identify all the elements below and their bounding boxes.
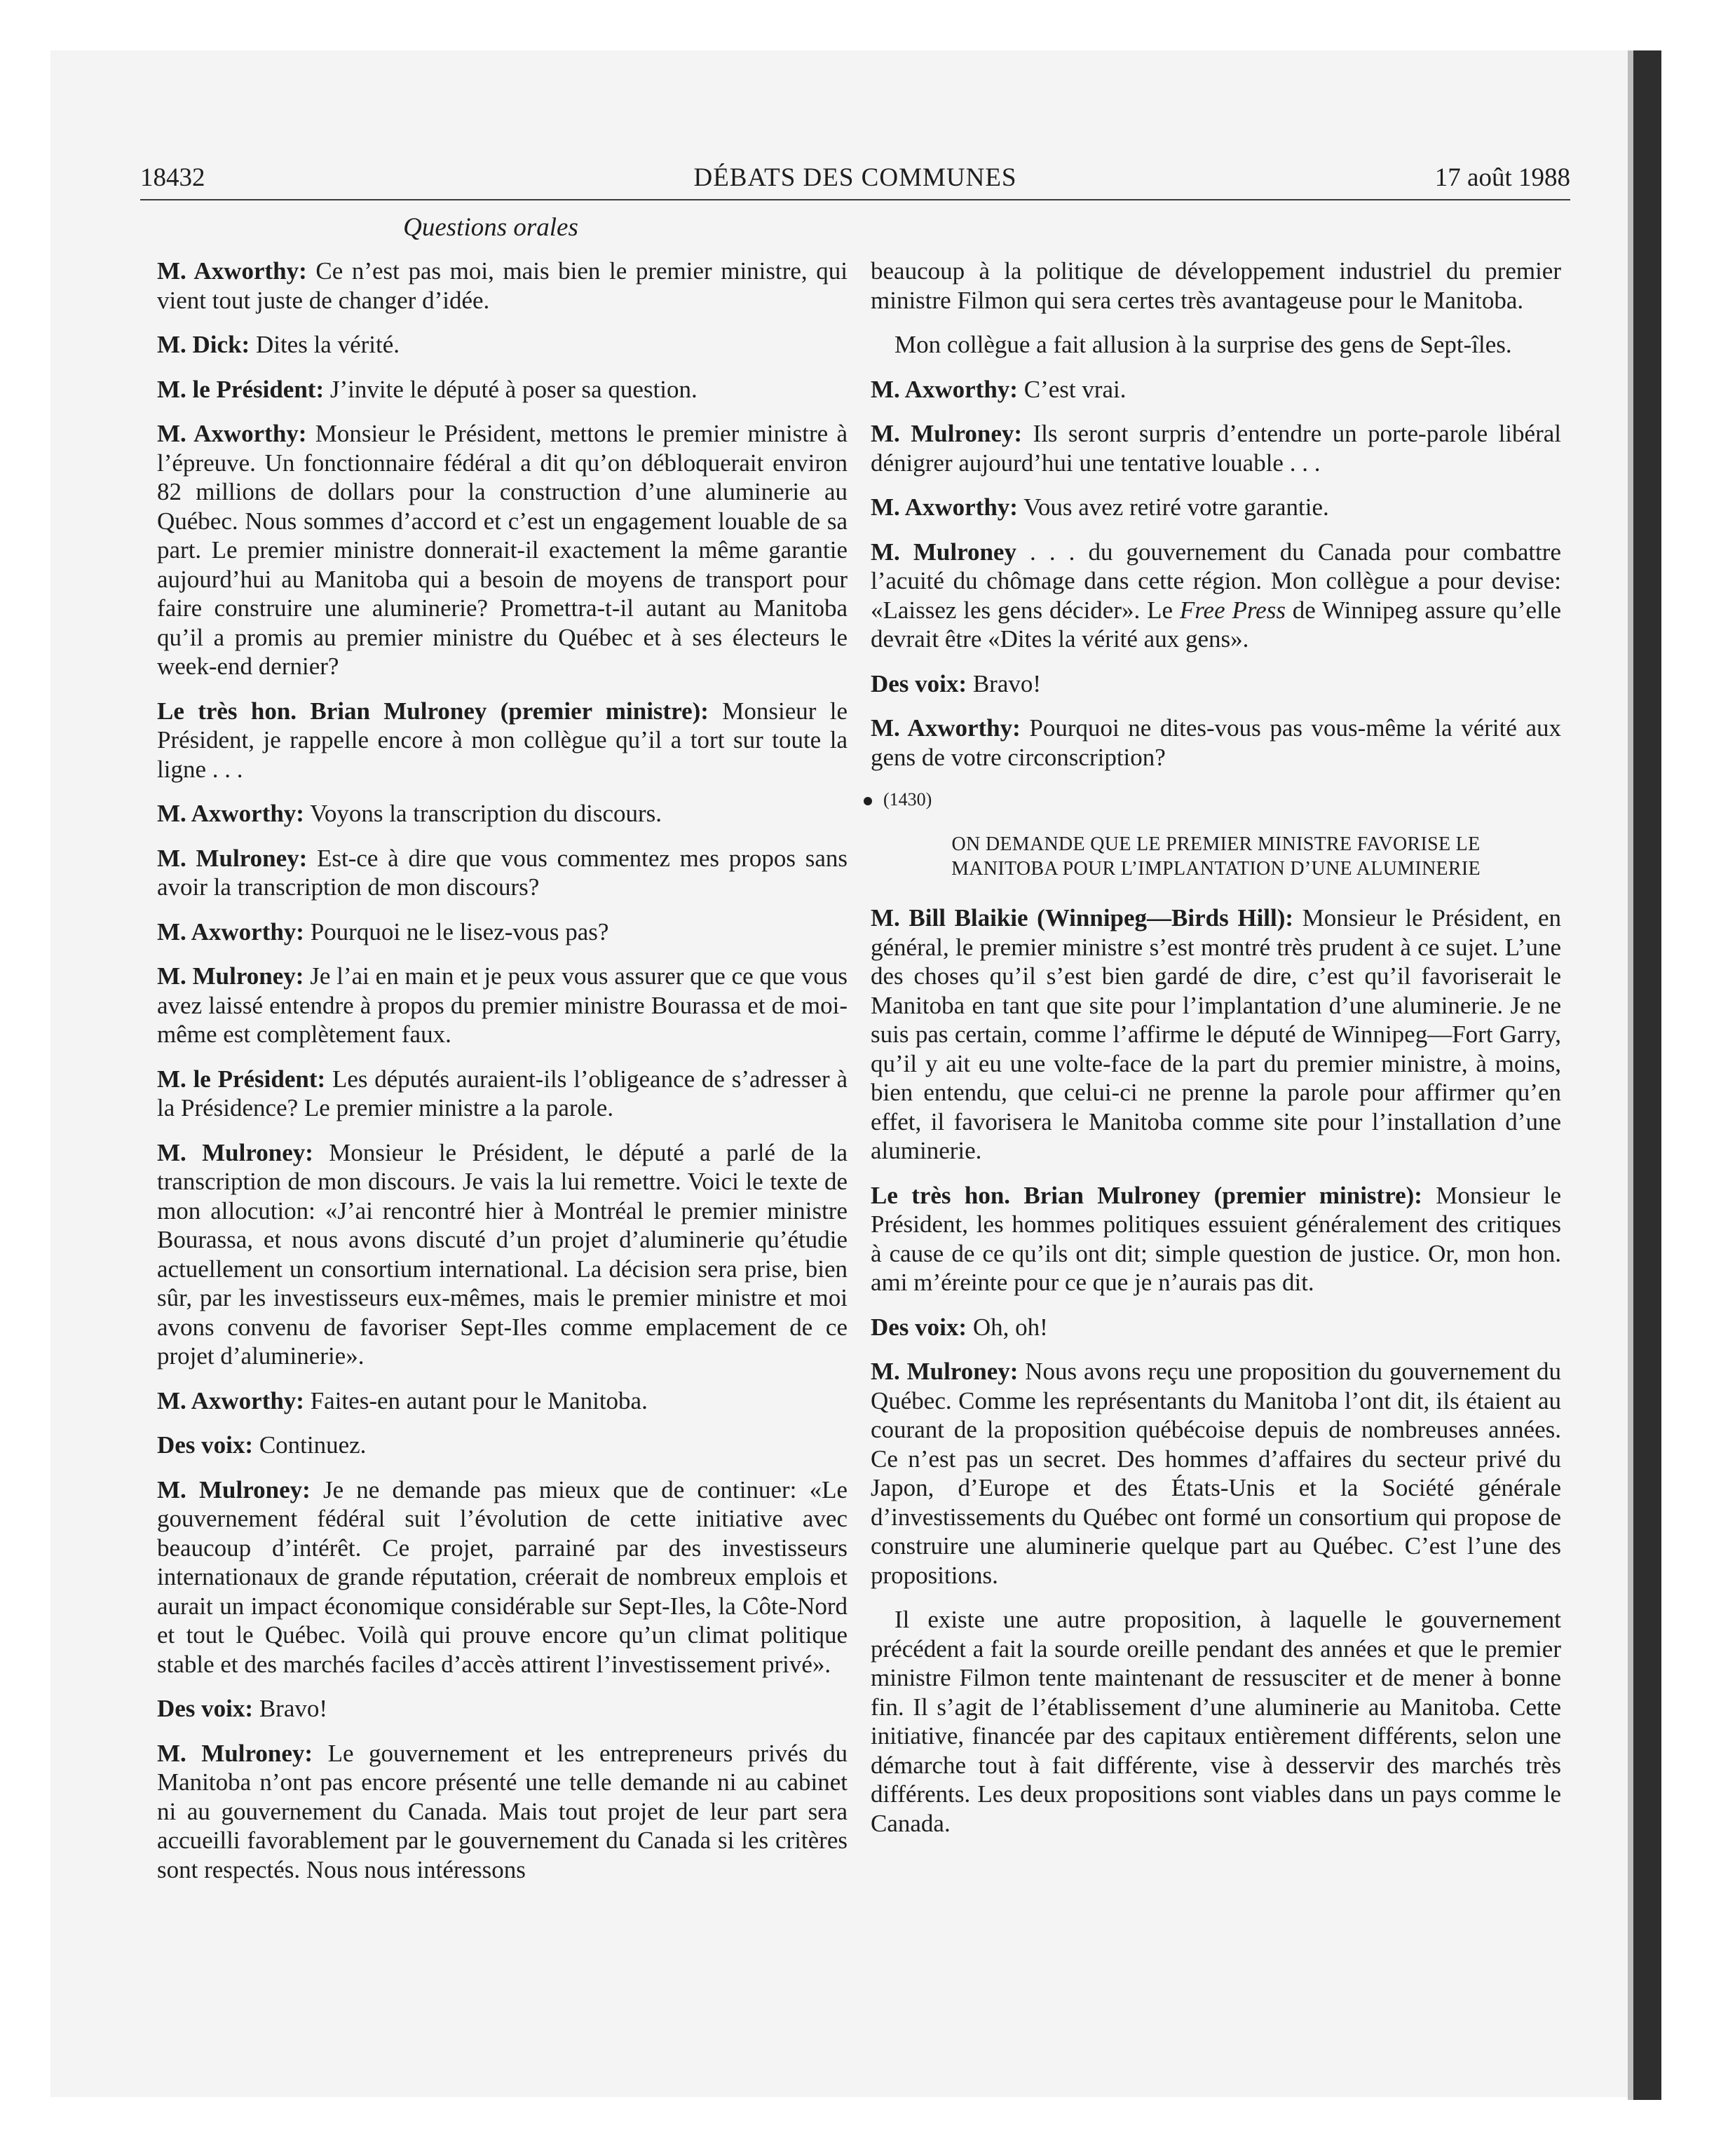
header-rule <box>140 199 1570 200</box>
scan-dark-edge <box>1633 50 1661 2100</box>
speech-text: Monsieur le Président, en général, le premier ministre s’est montré très prudent à ce sujet. L’une des choses qu’il s’est bien gardé de dire, c’est qu’il favoriserait le Manitoba en tant que site pour l’implantation d’une aluminerie. Je ne suis pas certain, comme l’affirme le député de Winnipeg—Fort Garry, qu’il y ait eu une volte-face de la part du premier ministre, à moins, bien entendu, que celui-ci ne prenne la parole pour affirmer qu’en effet, il favorisera le Manitoba comme site pour l’installation d’une aluminerie. <box>871 904 1561 1164</box>
paragraph <box>871 257 1561 315</box>
speech-text: Voyons la transcription du discours. <box>304 800 662 827</box>
speaker-name: M. Axworthy: <box>157 800 304 827</box>
speech-text: Pourquoi ne dites-vous pas vous-même la vérité aux gens de votre circonscription? <box>871 714 1561 771</box>
paragraph <box>871 1313 1561 1342</box>
speech-text: Il existe une autre proposition, à laquelle le gouvernement précédent a fait la sourde oreille pendant des années et que le premier ministre Filmon tente maintenant de ressusciter et de mener à bonne fin. Il s’agit de l’établissement d’une aluminerie au Manitoba. Cette initiative, financée par des capitaux entièrement différents, selon une démarche tout à fait différente, vise à desservir des marchés très différents. Les deux propositions sont viables dans un pays comme le Canada. <box>871 1606 1561 1837</box>
speaker-name: M. Mulroney: <box>871 1358 1019 1385</box>
paragraph <box>157 799 848 828</box>
speech-text: C’est vrai. <box>1017 375 1127 403</box>
speaker-name: Des voix: <box>157 1431 254 1459</box>
publication-date: 17 août 1988 <box>1434 163 1570 192</box>
left-column <box>157 257 848 1899</box>
speaker-name: Des voix: <box>871 1313 967 1341</box>
publication-title: DÉBATS DES COMMUNES <box>693 163 1017 192</box>
bullet-dot-icon <box>864 797 872 805</box>
time-marker <box>864 787 1561 812</box>
speaker-name: M. Mulroney: <box>871 420 1023 447</box>
paragraph <box>157 1475 848 1679</box>
paragraph <box>157 1386 848 1416</box>
speaker-name: M. Mulroney <box>871 538 1016 566</box>
speech-text: Faites-en autant pour le Manitoba. <box>304 1386 648 1414</box>
time-marker-label: (1430) <box>883 789 932 810</box>
page-header <box>140 158 1570 198</box>
paragraph <box>871 375 1561 404</box>
speaker-name: Des voix: <box>871 669 967 697</box>
speaker-name: M. Mulroney: <box>157 844 308 872</box>
paragraph <box>871 330 1561 360</box>
speaker-name: M. Mulroney: <box>157 1475 311 1503</box>
paragraph <box>871 538 1561 654</box>
speaker-name: M. Axworthy: <box>157 917 304 946</box>
paragraph <box>157 419 848 681</box>
paragraph <box>871 493 1561 522</box>
speech-text: Mon collègue a fait allusion à la surprise des gens de Sept-îles. <box>894 331 1512 358</box>
right-column <box>871 257 1561 1853</box>
speech-text: . . . du gouvernement du Canada pour combattre l’acuité du chômage dans cette région. Mon collègue a pour devise: «Laissez les gens décider». Le Free Press de Winnipeg assure qu’elle devrait être «Dites la vérité aux gens». <box>871 538 1561 653</box>
paragraph <box>871 714 1561 772</box>
speech-text: Je l’ai en main et je peux vous assurer que ce que vous avez laissé entendre à propos du premier ministre Bourassa et de moi-même est complètement faux. <box>157 962 848 1048</box>
section-title: Questions orales <box>403 213 578 242</box>
speech-text: Est-ce à dire que vous commentez mes propos sans avoir la transcription de mon discours? <box>157 844 848 901</box>
paragraph <box>157 844 848 902</box>
speech-text: beaucoup à la politique de développement industriel du premier ministre Filmon qui sera certes très avantageuse pour le Manitoba. <box>871 257 1561 314</box>
speech-text: Bravo! <box>967 669 1042 697</box>
speech-text: J’invite le député à poser sa question. <box>324 375 698 403</box>
speaker-name: M. Mulroney: <box>157 1138 313 1166</box>
subheading-line-2: MANITOBA POUR L’IMPLANTATION D’UNE ALUMINERIE <box>951 858 1481 880</box>
speaker-name: M. Bill Blaikie (Winnipeg—Birds Hill): <box>871 904 1294 932</box>
paragraph <box>157 1739 848 1885</box>
paragraph <box>157 1065 848 1123</box>
paragraph <box>871 419 1561 477</box>
speaker-name: M. Axworthy: <box>157 420 307 447</box>
speech-text: Monsieur le Président, le député a parlé de la transcription de mon discours. Je vais la lui remettre. Voici le texte de mon allocution: «J’ai rencontré hier à Montréal le premier ministre Bourassa, et nous avons discuté d’un projet d’aluminerie qu’étudie actuellement un consortium international. La décision sera prise, bien sûr, par les investisseurs eux-mêmes, mais le premier ministre et moi avons convenu de favoriser Sept-Iles comme emplacement de ce projet d’aluminerie». <box>157 1138 848 1370</box>
speaker-name: M. Mulroney: <box>157 962 304 990</box>
speech-text: Monsieur le Président, mettons le premier ministre à l’épreuve. Un fonctionnaire fédéral a dit qu’on débloquerait environ 82 millions de dollars pour la construction d’une aluminerie au Québec. Nous sommes d’accord et c’est un engagement louable de sa part. Le premier ministre donnerait-il exactement la même garantie aujourd’hui au Manitoba qui a besoin de moyens de transport pour faire construire une aluminerie? Promettra-t-il autant au Manitoba qu’il a promis au premier ministre du Québec et à ses électeurs le week-end dernier? <box>157 420 848 680</box>
speaker-name: M. le Président: <box>157 375 325 403</box>
speaker-name: M. Dick: <box>157 331 250 358</box>
speech-text: Monsieur le Président, les hommes politiques essuient généralement des critiques à cause de ce qu’ils ont dit; simple question de justice. Or, mon hon. ami m’éreinte pour ce que je n’aurais pas dit. <box>871 1181 1561 1296</box>
speaker-name: Des voix: <box>157 1695 254 1722</box>
speech-text: Continuez. <box>253 1431 367 1459</box>
paragraph <box>157 697 848 784</box>
page-number: 18432 <box>140 163 205 192</box>
paragraph <box>157 1694 848 1724</box>
scan-edge-shadow <box>1628 50 1633 2100</box>
speaker-name: Le très hon. Brian Mulroney (premier ministre): <box>157 697 709 725</box>
paragraph <box>157 917 848 947</box>
speaker-name: M. Axworthy: <box>157 257 307 285</box>
speech-text: Monsieur le Président, je rappelle encore à mon collègue qu’il a tort sur toute la ligne . . . <box>157 697 848 783</box>
speaker-name: M. Mulroney: <box>157 1739 313 1767</box>
paragraph <box>157 1138 848 1371</box>
paragraph <box>871 1357 1561 1590</box>
speaker-name: M. Axworthy: <box>871 493 1018 521</box>
speech-text: Ils seront surpris d’entendre un porte-parole libéral dénigrer aujourd’hui une tentative louable . . . <box>871 420 1561 477</box>
speaker-name: M. Axworthy: <box>157 1386 304 1414</box>
speaker-name: M. Axworthy: <box>871 375 1018 403</box>
subheading-line-1: ON DEMANDE QUE LE PREMIER MINISTRE FAVORISE LE <box>951 833 1481 855</box>
subheading <box>871 832 1561 881</box>
speech-text: Je ne demande pas mieux que de continuer: «Le gouvernement fédéral suit l’évolution de cette initiative avec beaucoup d’intérêt. Ce projet, parrainé par des investisseurs internationaux de grande réputation, créerait de nombreux emplois et aurait un impact économique considérable sur Sept-Iles, la Côte-Nord et tout le Québec. Voilà qui prouve encore qu’un climat politique stable et des marchés faciles d’accès attirent l’investissement privé». <box>157 1475 848 1678</box>
paragraph <box>157 962 848 1049</box>
paragraph <box>157 375 848 404</box>
speaker-name: M. le Président: <box>157 1065 326 1093</box>
paragraph <box>157 1431 848 1460</box>
speech-text: Pourquoi ne le lisez-vous pas? <box>304 917 609 946</box>
speaker-name: Le très hon. Brian Mulroney (premier ministre): <box>871 1181 1422 1209</box>
paragraph <box>157 257 848 315</box>
speech-text: Les députés auraient-ils l’obligeance de s’adresser à la Présidence? Le premier ministre a la parole. <box>157 1065 848 1121</box>
paragraph <box>871 669 1561 699</box>
speech-text: Le gouvernement et les entrepreneurs privés du Manitoba n’ont pas encore présenté une telle demande ni au cabinet ni au gouvernement du Canada. Mais tout projet de leur part sera accueilli favorablement par le gouvernement du Canada si les critères sont respectés. Nous nous intéressons <box>157 1739 848 1883</box>
speaker-name: M. Axworthy: <box>871 714 1021 742</box>
paragraph <box>157 330 848 360</box>
speech-text: Bravo! <box>253 1695 328 1722</box>
speech-text: Dites la vérité. <box>250 331 400 358</box>
paragraph <box>871 1605 1561 1838</box>
speech-text: Ce n’est pas moi, mais bien le premier ministre, qui vient tout juste de changer d’idée. <box>157 257 848 314</box>
speech-text: Oh, oh! <box>967 1313 1048 1341</box>
newspaper-name: Free Press <box>1179 596 1286 624</box>
speech-text: Vous avez retiré votre garantie. <box>1017 493 1329 521</box>
paragraph <box>871 903 1561 1166</box>
speech-text: Nous avons reçu une proposition du gouvernement du Québec. Comme les représentants du Manitoba l’ont dit, ils étaient au courant de la proposition québécoise depuis de nombreuses années. Ce n’est pas un secret. Des hommes d’affaires du secteur privé du Japon, d’Europe et des États-Unis et la Société générale d’investissements du Québec ont formé un consortium qui propose de construire une aluminerie quelque part au Québec. C’est l’une des propositions. <box>871 1358 1561 1589</box>
paragraph <box>871 1181 1561 1297</box>
